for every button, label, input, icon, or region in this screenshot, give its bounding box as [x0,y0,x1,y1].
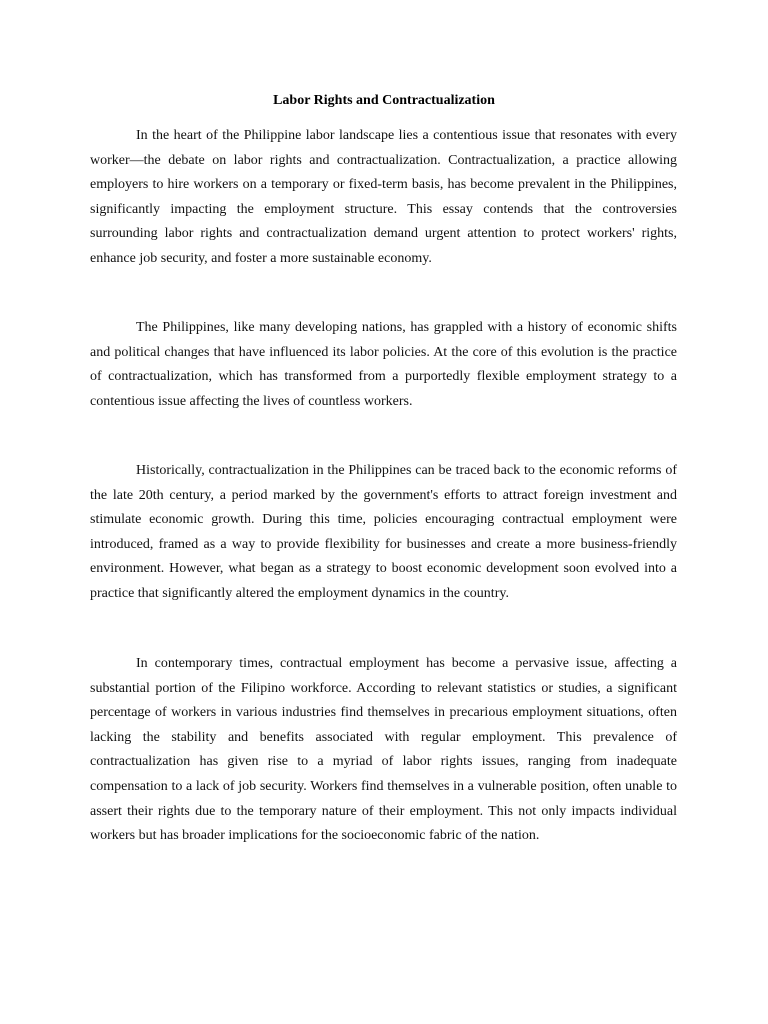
paragraph-history: Historically, contractualization in the Philippines can be traced back to the economic reforms of the late 20th century, a period marked by the government's efforts to attract foreign investment and stimulate economic growth. During this time, policies encouraging contractual employment were introduced, framed as a way to provide flexibility for businesses and create a more business-friendly environment. However, what began as a strategy to boost economic development soon evolved into a practice that significantly altered the employment dynamics in the country. [90,463,677,601]
paragraph-introduction: In the heart of the Philippine labor landscape lies a contentious issue that resonates with every worker—the debate on labor rights and contractualization. Contractualization, a practice allowing employers to hire workers on a temporary or fixed-term basis, has become prevalent in the Philippines, significantly impacting the employment structure. This essay contends that the controversies surrounding labor rights and contractualization demand urgent attention to protect workers' rights, enhance job security, and foster a more sustainable economy. [90,128,677,266]
paragraph-contemporary: In contemporary times, contractual employment has become a pervasive issue, affecting a substantial portion of the Filipino workforce. According to relevant statistics or studies, a significant percentage of workers in various industries find themselves in precarious employment situations, often lacking the stability and benefits associated with regular employment. This prevalence of contractualization has given rise to a myriad of labor rights issues, ranging from inadequate compensation to a lack of job security. Workers find themselves in a vulnerable position, often unable to assert their rights due to the temporary nature of their employment. This not only impacts individual workers but has broader implications for the socioeconomic fabric of the nation. [90,656,677,844]
paragraph-background: The Philippines, like many developing nations, has grappled with a history of economic shifts and political changes that have influenced its labor policies. At the core of this evolution is the practice of contractualization, which has transformed from a purportedly flexible employment strategy to a contentious issue affecting the lives of countless workers. [90,320,677,409]
document-title: Labor Rights and Contractualization [273,93,495,108]
